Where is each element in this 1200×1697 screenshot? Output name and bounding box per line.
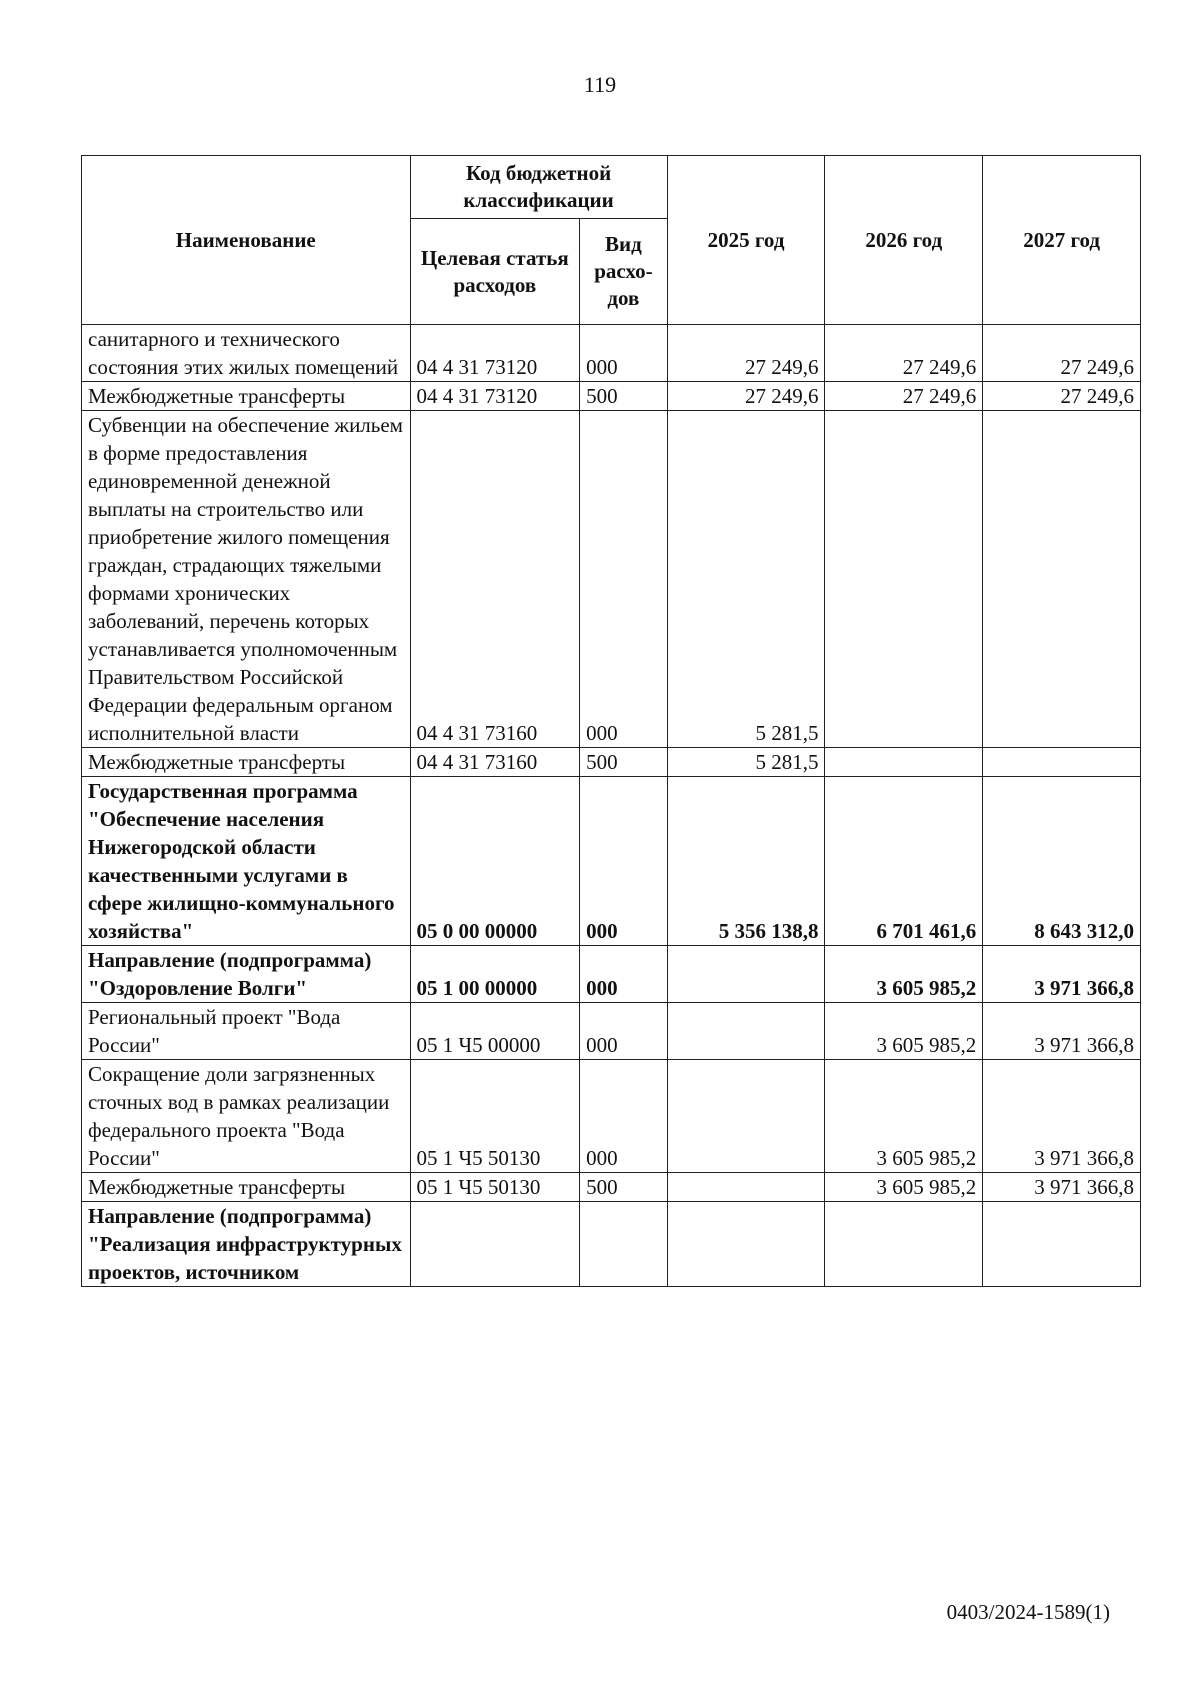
row-name: санитарного и технического состояния этих жилых помещений (82, 325, 411, 382)
table-row (82, 382, 1141, 411)
row-name: Межбюджетные трансферты (82, 382, 411, 411)
table-row (82, 325, 1141, 382)
row-2025 (667, 1060, 825, 1173)
row-name: Межбюджетные трансферты (82, 748, 411, 777)
row-name: Сокращение доли загрязненных сточных вод в рамках реализации федерального проекта "Вода России" (82, 1060, 411, 1173)
row-code (410, 1202, 580, 1287)
row-2026 (825, 411, 983, 748)
row-code: 04 4 31 73160 (410, 411, 580, 748)
row-kind: 000 (580, 1060, 668, 1173)
row-2025: 5 356 138,8 (667, 777, 825, 946)
row-2025: 5 281,5 (667, 748, 825, 777)
row-name: Направление (подпрограмма) "Оздоровление Волги" (82, 946, 411, 1003)
row-kind: 000 (580, 777, 668, 946)
row-2025 (667, 1003, 825, 1060)
table-row-program (82, 777, 1141, 946)
row-2026: 27 249,6 (825, 325, 983, 382)
row-kind (580, 1202, 668, 1287)
row-2027: 3 971 366,8 (983, 1003, 1141, 1060)
row-2027: 3 971 366,8 (983, 946, 1141, 1003)
row-kind: 500 (580, 382, 668, 411)
table-row (82, 1003, 1141, 1060)
row-kind: 000 (580, 946, 668, 1003)
row-name: Региональный проект "Вода России" (82, 1003, 411, 1060)
row-kind: 500 (580, 1173, 668, 1202)
row-2025 (667, 1202, 825, 1287)
row-code: 05 1 Ч5 50130 (410, 1173, 580, 1202)
row-2025 (667, 1173, 825, 1202)
header-name: Наименование (82, 156, 411, 325)
header-expense-kind: Вид расхо-дов (580, 219, 668, 325)
row-2025: 27 249,6 (667, 325, 825, 382)
row-2027 (983, 411, 1141, 748)
row-2026: 3 605 985,2 (825, 1173, 983, 1202)
row-2026 (825, 1202, 983, 1287)
row-2027: 8 643 312,0 (983, 777, 1141, 946)
row-name: Межбюджетные трансферты (82, 1173, 411, 1202)
row-kind: 000 (580, 325, 668, 382)
row-2027: 27 249,6 (983, 382, 1141, 411)
row-2026: 27 249,6 (825, 382, 983, 411)
row-2025: 27 249,6 (667, 382, 825, 411)
table-row (82, 1060, 1141, 1173)
row-2025: 5 281,5 (667, 411, 825, 748)
row-2026: 3 605 985,2 (825, 946, 983, 1003)
row-2027: 27 249,6 (983, 325, 1141, 382)
budget-table (81, 155, 1141, 1287)
table-row-subprogram (82, 946, 1141, 1003)
row-2026: 6 701 461,6 (825, 777, 983, 946)
header-target-article: Целевая статья расходов (410, 219, 580, 325)
row-code: 04 4 31 73120 (410, 325, 580, 382)
table-row (82, 1173, 1141, 1202)
header-kbk: Код бюджетной классификации (410, 156, 667, 219)
table-row (82, 748, 1141, 777)
header-2025: 2025 год (667, 156, 825, 325)
row-code: 05 0 00 00000 (410, 777, 580, 946)
document-code: 0403/2024-1589(1) (946, 1600, 1110, 1624)
row-name: Государственная программа "Обеспечение населения Нижегородской области качественными услугами в сфере жилищно-коммунального хозяйства" (82, 777, 411, 946)
table-row (82, 411, 1141, 748)
row-name: Субвенции на обеспечение жильем в форме предоставления единовременной денежной выплаты на строительство или приобретение жилого помещения граждан, страдающих тяжелыми формами хронических заболеваний, перечень которых устанавливается уполномоченным Правительством Российской Федерации федеральным органом исполнительной власти (82, 411, 411, 748)
row-name: Направление (подпрограмма) "Реализация инфраструктурных проектов, источником (82, 1202, 411, 1287)
header-2027: 2027 год (983, 156, 1141, 325)
row-kind: 000 (580, 411, 668, 748)
row-2027: 3 971 366,8 (983, 1060, 1141, 1173)
row-2026: 3 605 985,2 (825, 1003, 983, 1060)
page-number: 119 (583, 72, 617, 97)
row-2027: 3 971 366,8 (983, 1173, 1141, 1202)
row-code: 05 1 00 00000 (410, 946, 580, 1003)
row-kind: 000 (580, 1003, 668, 1060)
row-code: 05 1 Ч5 50130 (410, 1060, 580, 1173)
row-code: 04 4 31 73160 (410, 748, 580, 777)
row-2025 (667, 946, 825, 1003)
table-row-subprogram (82, 1202, 1141, 1287)
row-2026: 3 605 985,2 (825, 1060, 983, 1173)
row-kind: 500 (580, 748, 668, 777)
header-2026: 2026 год (825, 156, 983, 325)
row-2027 (983, 1202, 1141, 1287)
row-2026 (825, 748, 983, 777)
row-code: 04 4 31 73120 (410, 382, 580, 411)
row-code: 05 1 Ч5 00000 (410, 1003, 580, 1060)
row-2027 (983, 748, 1141, 777)
